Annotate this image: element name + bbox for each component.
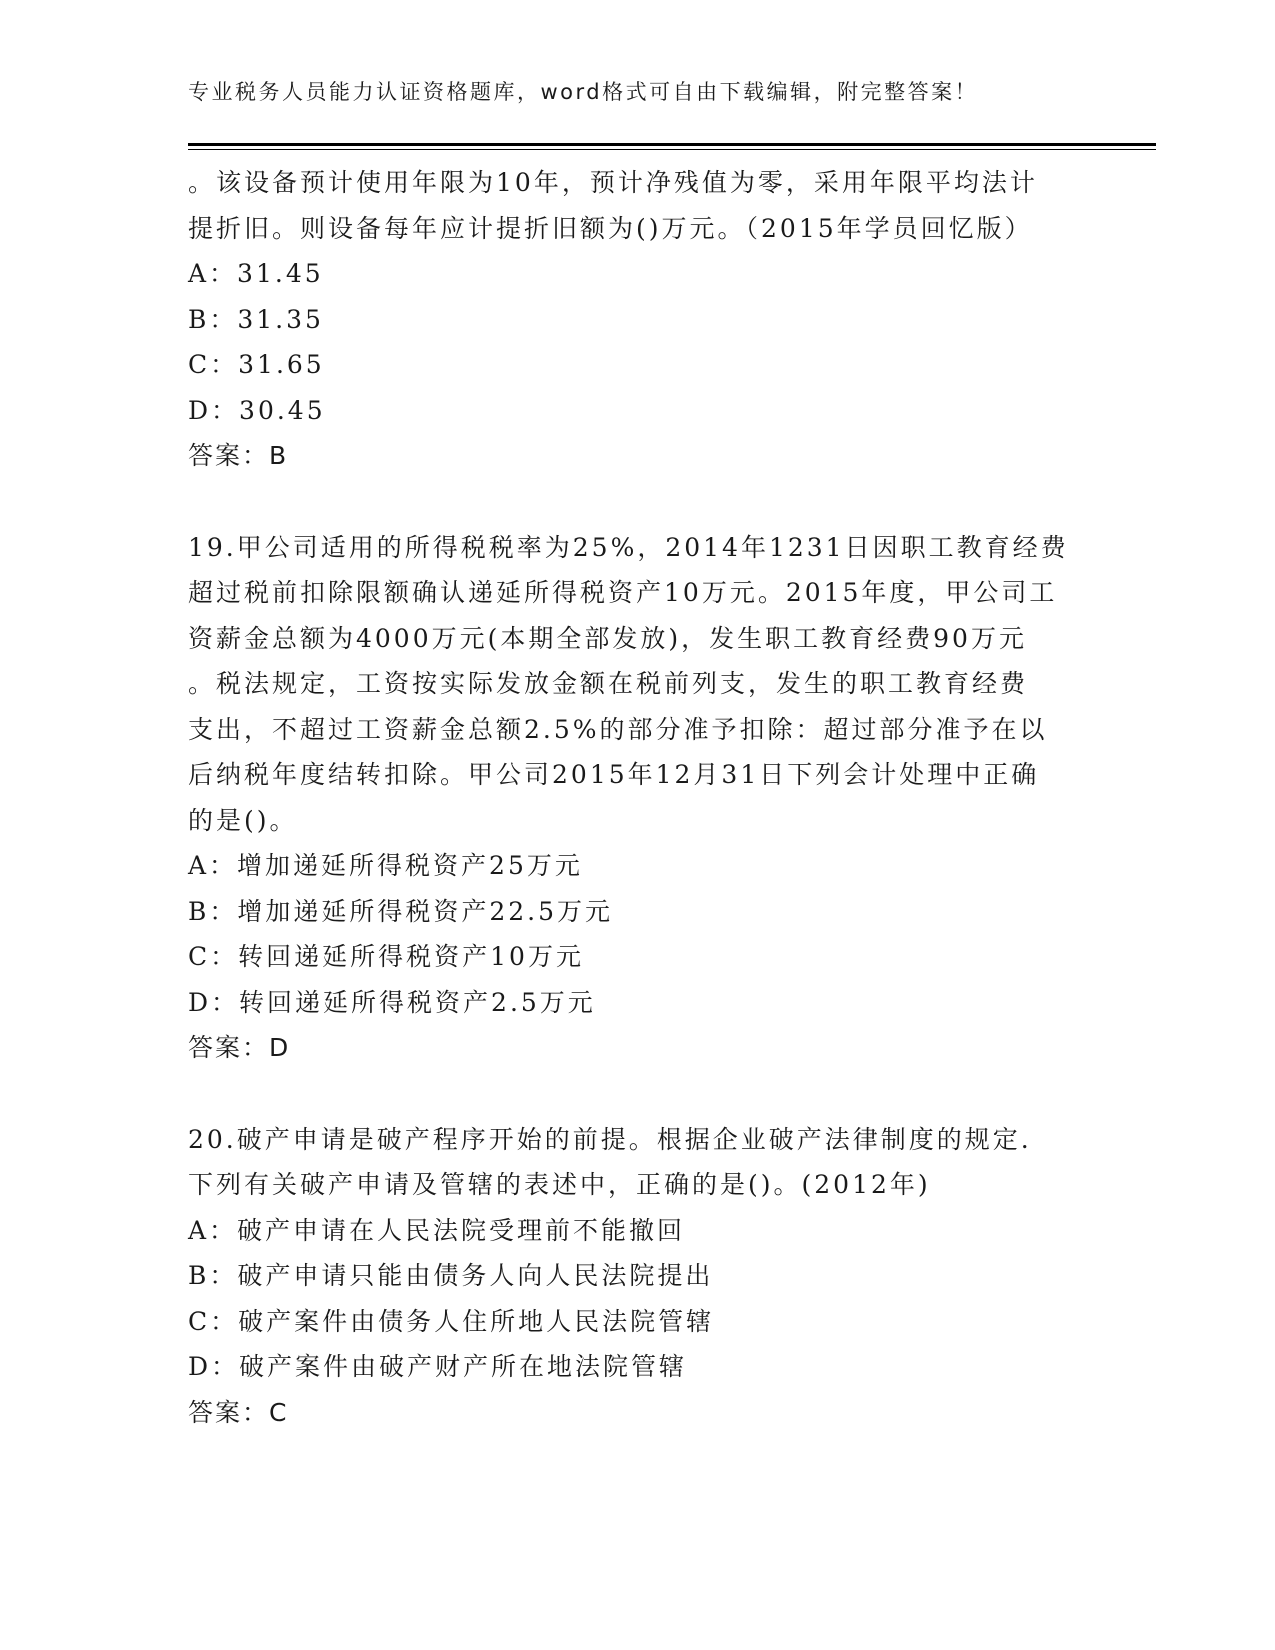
- spacer: [188, 1071, 1088, 1117]
- option-d: D：30.45: [188, 395, 326, 425]
- option-c: C：转回递延所得税资产10万元: [188, 942, 584, 971]
- answer-line: 答案：C: [188, 1397, 289, 1427]
- option-c: C：破产案件由债务人住所地人民法院管辖: [188, 1306, 715, 1336]
- answer-line: 答案：B: [188, 441, 289, 470]
- option-c: C：31.65: [188, 350, 325, 379]
- option-a: A：破产申请在人民法院受理前不能撤回: [188, 1215, 686, 1245]
- spacer: [188, 479, 1088, 525]
- question-stem-line: 后纳税年度结转扣除。甲公司2015年12月31日下列会计处理中正确: [188, 760, 1040, 789]
- option-b: B：破产申请只能由债务人向人民法院提出: [188, 1261, 714, 1290]
- page-header: 专业税务人员能力认证资格题库，word格式可自由下载编辑，附完整答案！: [188, 80, 979, 104]
- question-20: [188, 1117, 1088, 1436]
- question-stem-line: 提折旧。则设备每年应计提折旧额为()万元。（2015年学员回忆版）: [188, 213, 1033, 243]
- option-d: D：转回递延所得税资产2.5万元: [188, 987, 596, 1017]
- option-a: A：31.45: [188, 259, 324, 288]
- question-stem-line: 超过税前扣除限额确认递延所得税资产10万元。2015年度，甲公司工: [188, 578, 1058, 607]
- question-18-continued: [188, 160, 1088, 479]
- option-a: A：增加递延所得税资产25万元: [188, 851, 583, 880]
- option-d: D：破产案件由破产财产所在地法院管辖: [188, 1352, 688, 1381]
- option-b: B：31.35: [188, 304, 324, 334]
- option-b: B：增加递延所得税资产22.5万元: [188, 896, 614, 926]
- question-stem-line: 19.甲公司适用的所得税税率为25%，2014年1231日因职工教育经费: [188, 532, 1069, 562]
- question-stem-line: 20.破产申请是破产程序开始的前提。根据企业破产法律制度的规定.: [188, 1124, 1032, 1154]
- header-rule-thick: [188, 143, 1156, 146]
- question-stem-line: 。税法规定，工资按实际发放金额在税前列支，发生的职工教育经费: [188, 669, 1029, 698]
- question-stem-line: 资薪金总额为4000万元(本期全部发放)，发生职工教育经费90万元: [188, 623, 1027, 653]
- document-body: [188, 160, 1088, 1435]
- question-stem-line: 支出，不超过工资薪金总额2.5%的部分准予扣除：超过部分准予在以: [188, 714, 1048, 744]
- header-rule-thin: [188, 149, 1156, 150]
- question-stem-line: 下列有关破产申请及管辖的表述中，正确的是()。(2012年): [188, 1170, 931, 1199]
- answer-line: 答案：D: [188, 1033, 291, 1062]
- question-stem-line: 的是()。: [188, 805, 298, 835]
- question-stem-line: 。该设备预计使用年限为10年，预计净残值为零，采用年限平均法计: [188, 168, 1038, 197]
- question-19: [188, 525, 1088, 1071]
